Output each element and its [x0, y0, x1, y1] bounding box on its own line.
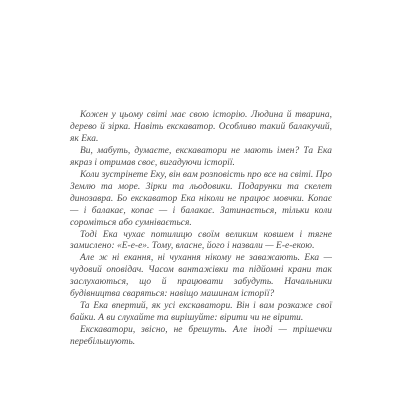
paragraph: Екскаватори, звісно, не брешуть. Але іноді — трішечки перебільшують.: [70, 325, 332, 348]
paragraph: Ви, мабуть, думаєте, екскаватори не мають імен? Та Ека якраз і отримав своє, вигадуючи історії.: [70, 145, 332, 168]
story-text: [70, 110, 332, 349]
paragraph: Але ж ні екання, ні чухання нікому не заважають. Ека — чудовий оповідач. Часом вантажівки та підйомні крани так заслухаються, що й працювати забудуть. Начальники будівництва сваряться: навіщо машинам історії?: [70, 253, 332, 300]
paragraph: Коли зустрінете Еку, він вам розповість про все на світі. Про Землю та море. Зірки та льодовики. Подарунки та скелет динозавра. Бо екскаватор Ека ніколи не працює мовчки. Копає — і балакає, копає — і балакає. Затинається, тільки коли сороміться або сумнівається.: [70, 169, 332, 228]
paragraph: Та Ека впертий, як усі екскаватори. Він і вам розкаже свої байки. А ви слухайте та вирішуйте: вірити чи не вірити.: [70, 301, 332, 324]
paragraph: Тоді Ека чухає потилицю своїм великим ковшем і тягне замислено: «Е-е-е». Тому, власне, його і назвали — Е-е-екою.: [70, 229, 332, 252]
paragraph: Кожен у цьому світі має свою історію. Людина й тварина, дерево й зірка. Навіть екскаватор. Особливо такий балакучий, як Ека.: [70, 110, 332, 144]
